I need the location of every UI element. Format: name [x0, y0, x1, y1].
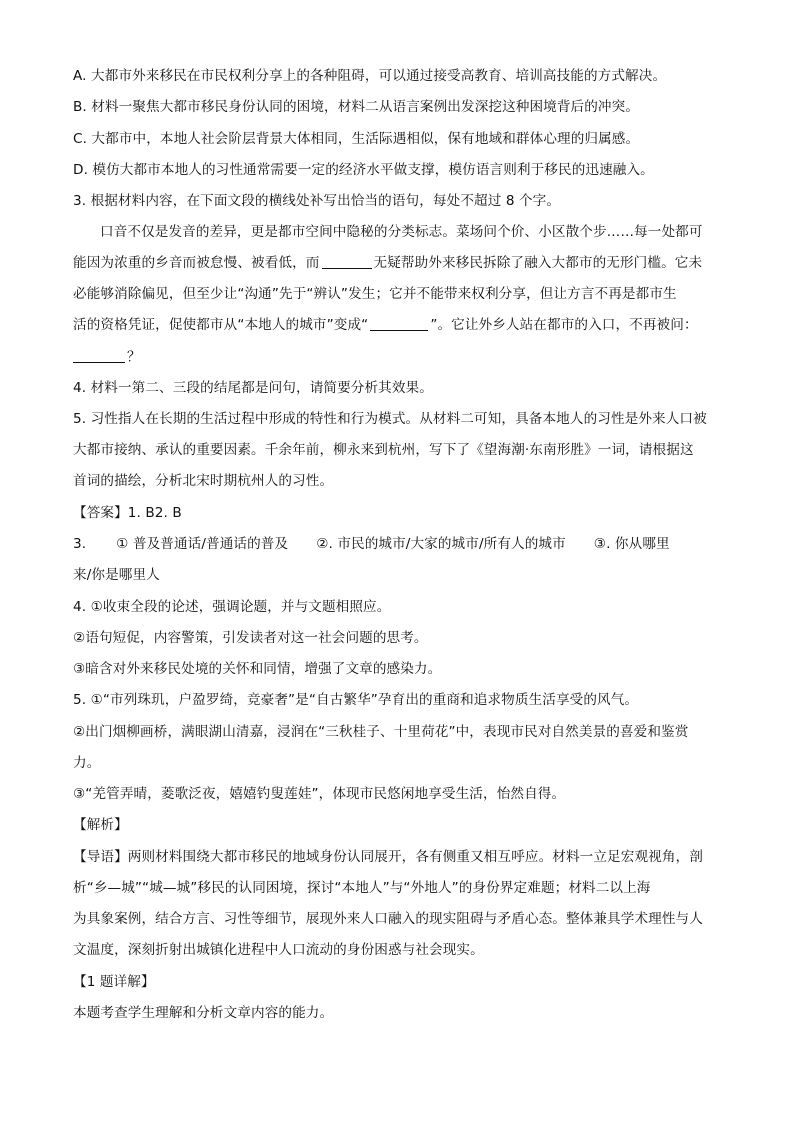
question-5-line-2: 大都市接纳、承认的重要因素。千余年前，柳永来到杭州，写下了《望海潮·东南形胜》一词，请根据这 [73, 442, 694, 458]
analysis-intro-line-1: 【导语】两则材料围绕大都市移民的地域身份认同展开，各有侧重又相互呼应。材料一立足宏观视角，剖 [73, 849, 703, 865]
question-3-stem: 3. 根据材料内容，在下面文段的横线处补写出恰当的语句，每处不超过 8 个字。 [73, 193, 561, 209]
analysis-intro-line-4: 文温度，深刻折射出城镇化进程中人口流动的身份困惑与社会现实。 [73, 942, 484, 958]
q3-passage-text: ？ [127, 349, 141, 365]
answer-5-point-2: ②出门烟柳画桥，满眼湖山清嘉，浸润在“三秋桂子、十里荷花”中，表现市民对自然美景的喜爱和鉴赏 [73, 724, 689, 740]
answer-5-point-2-cont: 力。 [73, 755, 101, 771]
q3-passage-text: 无疑帮助外来移民拆除了融入大都市的无形门槛。它未 [373, 255, 703, 271]
answer-3-number: 3. [73, 536, 87, 552]
answer-5-point-3: ③“羌管弄晴，菱歌泛夜，嬉嬉钓叟莲娃”，体现市民悠闲地享受生活，怡然自得。 [73, 786, 566, 802]
answer-3-line [73, 534, 734, 554]
answer-3-blank-1: ① 普及普通话/普通话的普及 [116, 536, 289, 552]
answer-blank-3 [73, 348, 125, 363]
option-b: B. 材料一聚焦大都市移民身份认同的困境，材料二从语言案例出发深挖这种困境背后的冲突。 [73, 99, 640, 115]
analysis-intro-line-3: 为具象案例，结合方言、习性等细节，展现外来人口融入的现实阻碍与矛盾心态。整体兼具学术理性与人 [73, 911, 703, 927]
q3-passage-text: ”。它让外乡人站在都市的入口，不再被问： [430, 317, 698, 333]
q3-passage-text: 能因为浓重的乡音而被怠慢、被看低，而 [73, 255, 320, 271]
q3-passage-line-4 [73, 315, 734, 335]
q3-passage-line-2 [73, 253, 734, 273]
option-c: C. 大都市中，本地人社会阶层背景大体相同，生活际遇相似，保有地域和群体心理的归属感。 [73, 131, 640, 147]
answer-3-blank-3: ③. 你从哪里 [593, 536, 670, 552]
detail-1-text: 本题考查学生理解和分析文章内容的能力。 [73, 1005, 334, 1021]
answer-header: 【答案】1. B2. B [73, 505, 182, 521]
answer-3-continuation: 来/你是哪里人 [73, 567, 160, 583]
answer-5-point-1: 5. ①“市列珠玑，户盈罗绮，竞豪奢”是“自古繁华”孕育出的重商和追求物质生活享受的风气。 [73, 692, 639, 708]
question-5-line-3: 首词的描绘，分析北宋时期杭州人的习性。 [73, 473, 334, 489]
answer-3-blank-2: ②. 市民的城市/大家的城市/所有人的城市 [316, 536, 566, 552]
answer-4-point-3: ③暗含对外来移民处境的关怀和同情，增强了文章的感染力。 [73, 661, 442, 677]
option-a: A. 大都市外来移民在市民权利分享上的各种阻碍，可以通过接受高教育、培训高技能的方式解决。 [73, 68, 667, 84]
q3-passage-line-5 [73, 347, 734, 367]
q3-passage-text: 活的资格凭证，促使都市从“本地人的城市”变成“ [73, 317, 369, 333]
question-5-line-1: 5. 习性指人在长期的生活过程中形成的特性和行为模式。从材料二可知，具备本地人的习性是外来人口被 [73, 411, 707, 427]
q3-passage-line-3: 必能够消除偏见，但至少让“沟通”先于“辨认”发生；它并不能带来权利分享，但让方言不再是都市生 [73, 286, 677, 302]
option-d: D. 模仿大都市本地人的习性通常需要一定的经济水平做支撑，模仿语言则利于移民的迅速融入。 [73, 162, 654, 178]
answer-4-point-2: ②语句短促，内容警策，引发读者对这一社会问题的思考。 [73, 630, 428, 646]
analysis-header: 【解析】 [73, 817, 128, 833]
answer-4-point-1: 4. ①收束全段的论述，强调论题，并与文题相照应。 [73, 599, 391, 615]
answer-blank-2 [370, 316, 428, 331]
detail-1-header: 【1 题详解】 [73, 974, 155, 990]
question-4-stem: 4. 材料一第二、三段的结尾都是问句，请简要分析其效果。 [73, 380, 433, 396]
q3-passage-line-1: 口音不仅是发音的差异，更是都市空间中隐秘的分类标志。菜场问个价、小区散个步……每一处都可 [100, 224, 703, 240]
analysis-intro-line-2: 析“乡—城”“城—城”移民的认同困境，探讨“本地人”与“外地人”的身份界定难题；材料二以上海 [73, 880, 651, 896]
answer-blank-1 [322, 254, 372, 269]
